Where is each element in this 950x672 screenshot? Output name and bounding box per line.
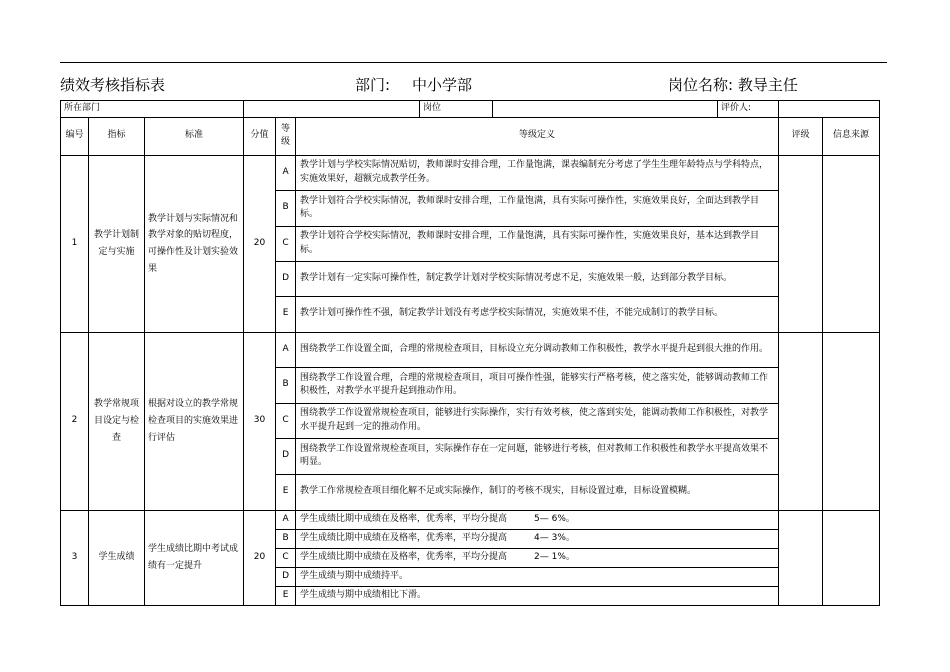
post-name: 岗位名称: 教导主任 bbox=[668, 76, 798, 94]
grade-letter: B bbox=[276, 529, 296, 548]
grade-letter: A bbox=[276, 332, 296, 367]
col-header-score: 分值 bbox=[244, 117, 276, 155]
col-header-indicator: 指标 bbox=[89, 117, 145, 155]
info-dept-value-field[interactable] bbox=[244, 101, 420, 118]
grade-definition: 教学计划符合学校实际情况，教师课时安排合理，工作量饱满，具有实际可操作性，实施效果良好，基本达到教学目标。 bbox=[296, 226, 779, 261]
grade-definition: 学生成绩与期中成绩持平。 bbox=[296, 567, 779, 586]
row-indicator: 教学常规项目设定与检查 bbox=[89, 332, 145, 510]
row-standard: 学生成绩比期中考试成绩有一定提升 bbox=[145, 510, 244, 605]
row-score: 20 bbox=[244, 510, 276, 605]
grade-definition: 围绕教学工作设置常规检查项目，能够进行实际操作，实行有效考核，使之落到实处，能调动教师工作积极性，对教学水平提升起到一定的推动作用。 bbox=[296, 403, 779, 438]
row-indicator: 学生成绩 bbox=[89, 510, 145, 605]
rating-cell[interactable] bbox=[779, 332, 823, 510]
grade-letter: E bbox=[276, 474, 296, 510]
grade-definition: 学生成绩比期中成绩在及格率，优秀率，平均分提高 4— 3%。 bbox=[296, 529, 779, 548]
info-post-value-field[interactable] bbox=[493, 101, 718, 118]
grade-letter: A bbox=[276, 155, 296, 190]
col-header-grade: 等级 bbox=[276, 117, 296, 155]
grade-definition: 教学计划与学校实际情况贴切，教师课时安排合理，工作量饱满，课表编制充分考虑了学生生理年龄特点与学科特点，实施效果好，超额完成教学任务。 bbox=[296, 155, 779, 190]
table-row bbox=[61, 332, 880, 367]
department-value: 中小学部 bbox=[412, 76, 473, 94]
grade-definition: 围绕教学工作设置常规检查项目，实际操作存在一定问题，能够进行考核，但对教师工作积极性和教学水平提高效果不明显。 bbox=[296, 438, 779, 474]
rating-cell[interactable] bbox=[779, 510, 823, 605]
grade-letter: C bbox=[276, 226, 296, 261]
header-rule bbox=[60, 62, 887, 63]
grade-letter: C bbox=[276, 548, 296, 567]
grade-letter: C bbox=[276, 403, 296, 438]
grade-definition: 教学计划可操作性不强，制定教学计划没有考虑学校实际情况，实施效果不佳，不能完成制订的教学目标。 bbox=[296, 296, 779, 332]
row-score: 20 bbox=[244, 155, 276, 332]
col-header-definition: 等级定义 bbox=[296, 117, 779, 155]
rating-cell[interactable] bbox=[779, 155, 823, 332]
row-score: 30 bbox=[244, 332, 276, 510]
grade-definition: 学生成绩与期中成绩相比下滑。 bbox=[296, 586, 779, 605]
grade-definition: 围绕教学工作设置合理，合理的常规检查项目，项目可操作性强，能够实行严格考核，使之落实处，能够调动教师工作积极性，对教学水平提升起到推动作用。 bbox=[296, 367, 779, 403]
col-header-standard: 标准 bbox=[145, 117, 244, 155]
department-label: 部门: bbox=[355, 76, 391, 94]
grade-definition: 教学工作常规检查项目细化解不足或实际操作，制订的考核不现实，目标设置过难，目标设置模糊。 bbox=[296, 474, 779, 510]
grade-letter: D bbox=[276, 261, 296, 296]
grade-letter: E bbox=[276, 586, 296, 605]
col-header-no: 编号 bbox=[61, 117, 89, 155]
source-cell[interactable] bbox=[823, 332, 880, 510]
info-post-label: 岗位 bbox=[420, 101, 493, 118]
table-header-row bbox=[61, 117, 880, 155]
table-row bbox=[61, 510, 880, 529]
grade-letter: B bbox=[276, 190, 296, 226]
source-cell[interactable] bbox=[823, 510, 880, 605]
grade-definition: 学生成绩比期中成绩在及格率，优秀率，平均分提高 5— 6%。 bbox=[296, 510, 779, 529]
grade-letter: E bbox=[276, 296, 296, 332]
grade-definition: 学生成绩比期中成绩在及格率，优秀率，平均分提高 2— 1%。 bbox=[296, 548, 779, 567]
col-header-source: 信息来源 bbox=[823, 117, 880, 155]
page-title: 绩效考核指标表 bbox=[60, 76, 166, 94]
grade-definition: 教学计划符合学校实际情况，教师课时安排合理，工作量饱满，具有实际可操作性，实施效果良好，全面达到教学目标。 bbox=[296, 190, 779, 226]
row-standard: 根据对设立的教学常规检查项目的实施效果进行评估 bbox=[145, 332, 244, 510]
row-number: 1 bbox=[61, 155, 89, 332]
source-cell[interactable] bbox=[823, 155, 880, 332]
col-header-rating: 评级 bbox=[779, 117, 823, 155]
info-evaluator-value-field[interactable] bbox=[779, 101, 880, 118]
grade-letter: A bbox=[276, 510, 296, 529]
grade-letter: D bbox=[276, 567, 296, 586]
grade-letter: D bbox=[276, 438, 296, 474]
kpi-table bbox=[60, 100, 880, 606]
info-dept-label: 所在部门 bbox=[61, 101, 244, 118]
info-evaluator-label: 评价人: bbox=[718, 101, 779, 118]
grade-letter: B bbox=[276, 367, 296, 403]
row-standard: 教学计划与实际情况和教学对象的贴切程度，可操作性及计划实验效果 bbox=[145, 155, 244, 332]
grade-definition: 围绕教学工作设置全面，合理的常规检查项目，目标设立充分调动教师工作积极性，教学水平提升起到很大推的作用。 bbox=[296, 332, 779, 367]
row-indicator: 教学计划制定与实施 bbox=[89, 155, 145, 332]
grade-definition: 教学计划有一定实际可操作性，制定教学计划对学校实际情况考虑不足，实施效果一般，达到部分教学目标。 bbox=[296, 261, 779, 296]
row-number: 2 bbox=[61, 332, 89, 510]
row-number: 3 bbox=[61, 510, 89, 605]
table-row bbox=[61, 155, 880, 190]
info-row bbox=[61, 101, 880, 118]
